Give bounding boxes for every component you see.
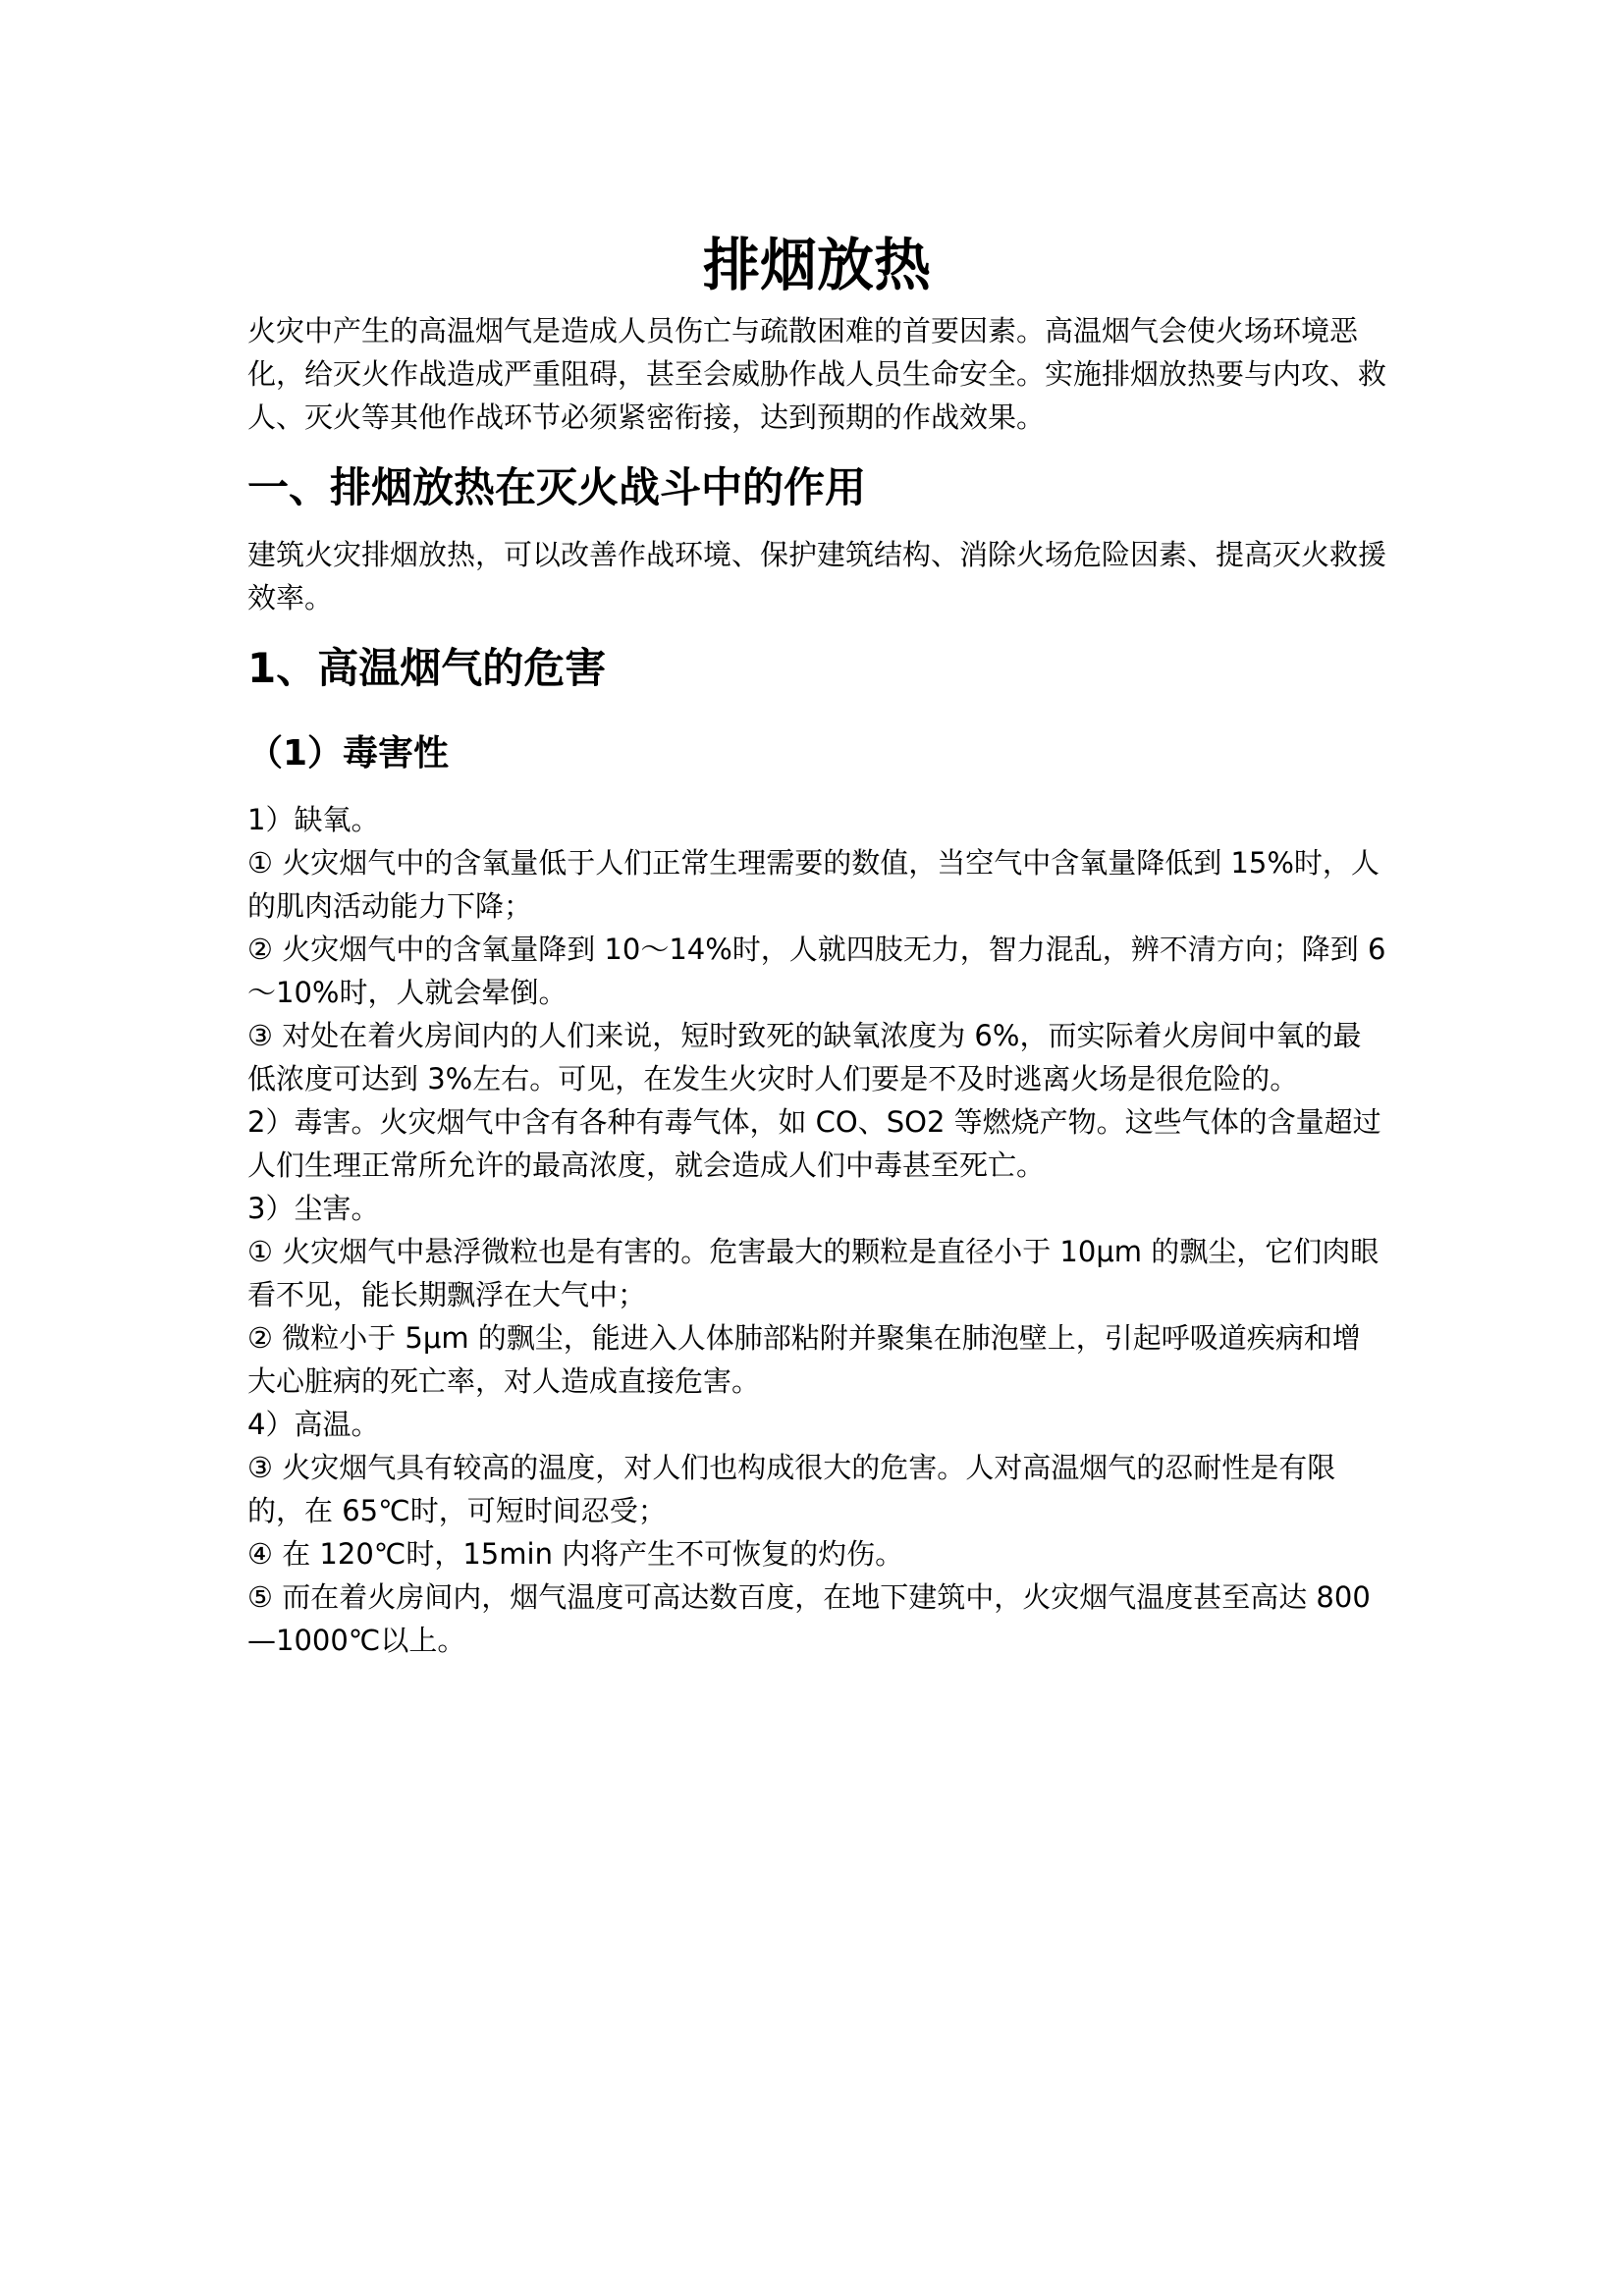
section-heading-role: 一、排烟放热在灭火战斗中的作用 xyxy=(247,463,867,511)
document-title: 排烟放热 xyxy=(702,232,931,298)
list-item: 1）缺氧。 xyxy=(247,803,380,836)
list-item: ⑤ 而在着火房间内，烟气温度可高达数百度，在地下建筑中，火灾烟气温度甚至高达 800—1000℃以上。 xyxy=(247,1580,1371,1657)
list-item: 3）尘害。 xyxy=(247,1192,380,1225)
document-page xyxy=(247,221,1386,1662)
section-role-paragraph: 建筑火灾排烟放热，可以改善作战环境、保护建筑结构、消除火场危险因素、提高灭火救援效率。 xyxy=(247,538,1387,614)
list-item: ③ 对处在着火房间内的人们来说，短时致死的缺氧浓度为 6%，而实际着火房间中氧的最低浓度可达到 3%左右。可见，在发生火灾时人们要是不及时逃离火场是很危险的。 xyxy=(247,1019,1362,1095)
list-item: ① 火灾烟气中悬浮微粒也是有害的。危害最大的颗粒是直径小于 10μm 的飘尘，它们肉眼看不见，能长期飘浮在大气中； xyxy=(247,1235,1380,1311)
list-item: 4）高温。 xyxy=(247,1408,380,1441)
list-item: ③ 火灾烟气具有较高的温度，对人们也构成很大的危害。人对高温烟气的忍耐性是有限的，在 65℃时，可短时间忍受； xyxy=(247,1451,1336,1527)
toxicity-list xyxy=(247,798,1386,1662)
intro-paragraph: 火灾中产生的高温烟气是造成人员伤亡与疏散困难的首要因素。高温烟气会使火场环境恶化，给灭火作战造成严重阻碍，甚至会威胁作战人员生命安全。实施排烟放热要与内攻、救人、灭火等其他作战环节必须紧密衔接，达到预期的作战效果。 xyxy=(247,314,1387,434)
section-heading-hazards: 1、高温烟气的危害 xyxy=(247,644,607,692)
list-item: ① 火灾烟气中的含氧量低于人们正常生理需要的数值，当空气中含氧量降低到 15%时，人的肌肉活动能力下降； xyxy=(247,846,1380,923)
list-item: ④ 在 120℃时，15min 内将产生不可恢复的灼伤。 xyxy=(247,1537,904,1571)
list-item: ② 微粒小于 5μm 的飘尘，能进入人体肺部粘附并聚集在肺泡壁上，引起呼吸道疾病和增大心脏病的死亡率，对人造成直接危害。 xyxy=(247,1321,1361,1398)
subsection-heading-toxicity: （1）毒害性 xyxy=(247,733,450,774)
list-item: 2）毒害。火灾烟气中含有各种有毒气体，如 CO、SO2 等燃烧产物。这些气体的含量超过人们生理正常所允许的最高浓度，就会造成人们中毒甚至死亡。 xyxy=(247,1105,1381,1182)
list-item: ② 火灾烟气中的含氧量降到 10～14%时，人就四肢无力，智力混乱，辨不清方向；降到 6～10%时，人就会晕倒。 xyxy=(247,933,1386,1009)
